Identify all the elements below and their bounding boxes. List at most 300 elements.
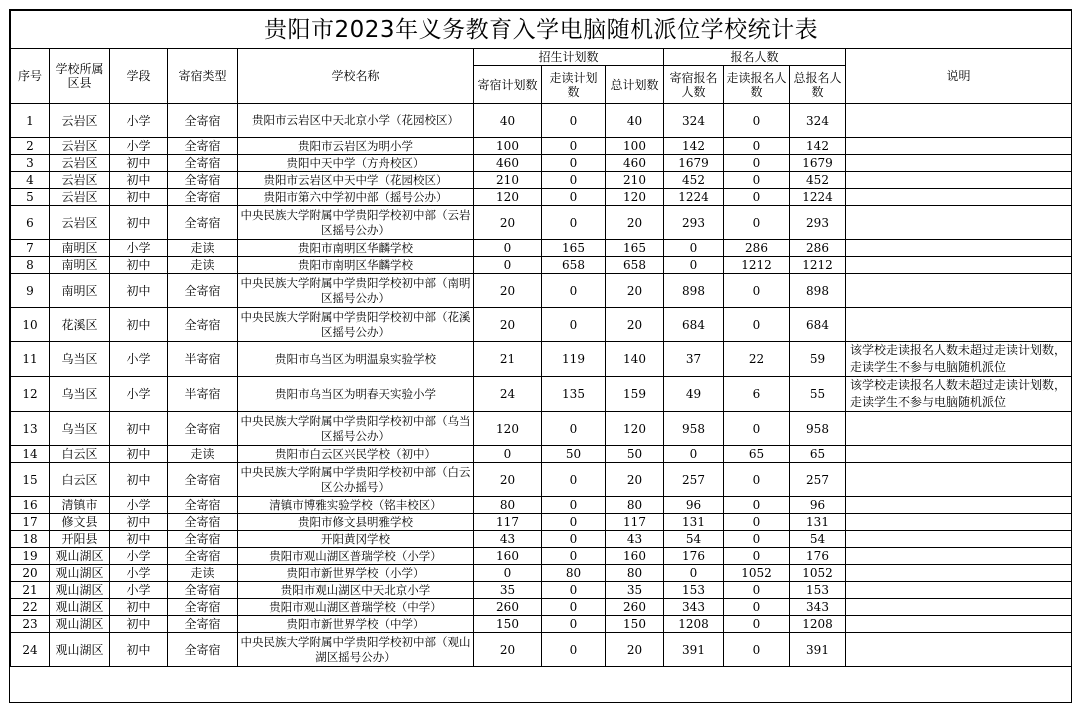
- cell-stage: 初中: [110, 274, 168, 308]
- cell-district: 观山湖区: [50, 565, 110, 582]
- cell-plan-day: 0: [542, 616, 606, 633]
- cell-district: 白云区: [50, 446, 110, 463]
- cell-apply-total: 684: [790, 308, 846, 342]
- cell-note: [846, 257, 1072, 274]
- cell-apply-board: 176: [664, 548, 724, 565]
- cell-seq: 6: [11, 206, 50, 240]
- cell-apply-day: 1052: [724, 565, 790, 582]
- cell-apply-board: 1679: [664, 155, 724, 172]
- table-row: [11, 599, 1072, 616]
- cell-apply-day: 286: [724, 240, 790, 257]
- table-row: [11, 342, 1072, 377]
- cell-plan-day: 658: [542, 257, 606, 274]
- cell-apply-board: 153: [664, 582, 724, 599]
- cell-district: 乌当区: [50, 377, 110, 412]
- cell-seq: 8: [11, 257, 50, 274]
- cell-apply-day: 0: [724, 274, 790, 308]
- cell-boarding: 全寄宿: [168, 616, 238, 633]
- cell-district: 清镇市: [50, 497, 110, 514]
- cell-plan-day: 135: [542, 377, 606, 412]
- cell-apply-board: 49: [664, 377, 724, 412]
- cell-plan-board: 20: [474, 274, 542, 308]
- table-row: [11, 548, 1072, 565]
- table-row: [11, 531, 1072, 548]
- cell-plan-total: 40: [606, 104, 664, 138]
- cell-plan-board: 40: [474, 104, 542, 138]
- cell-boarding: 全寄宿: [168, 104, 238, 138]
- cell-apply-board: 0: [664, 257, 724, 274]
- header-plan-day: 走读计划数: [542, 66, 606, 104]
- header-apply-day: 走读报名人数: [724, 66, 790, 104]
- cell-boarding: 全寄宿: [168, 497, 238, 514]
- cell-plan-total: 150: [606, 616, 664, 633]
- cell-stage: 小学: [110, 342, 168, 377]
- cell-plan-total: 20: [606, 274, 664, 308]
- cell-note: [846, 189, 1072, 206]
- cell-plan-total: 80: [606, 497, 664, 514]
- table-row: [11, 497, 1072, 514]
- cell-apply-day: 0: [724, 308, 790, 342]
- cell-stage: 小学: [110, 548, 168, 565]
- cell-plan-total: 120: [606, 412, 664, 446]
- cell-apply-day: 0: [724, 172, 790, 189]
- cell-boarding: 走读: [168, 240, 238, 257]
- cell-apply-total: 131: [790, 514, 846, 531]
- cell-stage: 初中: [110, 599, 168, 616]
- cell-plan-total: 50: [606, 446, 664, 463]
- cell-seq: 19: [11, 548, 50, 565]
- cell-district: 观山湖区: [50, 633, 110, 667]
- cell-plan-total: 20: [606, 633, 664, 667]
- cell-district: 云岩区: [50, 189, 110, 206]
- cell-stage: 小学: [110, 497, 168, 514]
- cell-apply-board: 54: [664, 531, 724, 548]
- cell-note: 该学校走读报名人数未超过走读计划数，走读学生不参与电脑随机派位: [846, 377, 1072, 412]
- cell-boarding: 全寄宿: [168, 531, 238, 548]
- cell-school-name: 中央民族大学附属中学贵阳学校初中部（乌当区摇号公办）: [238, 412, 474, 446]
- cell-stage: 初中: [110, 514, 168, 531]
- cell-plan-board: 43: [474, 531, 542, 548]
- page-title: 贵阳市2023年义务教育入学电脑随机派位学校统计表: [11, 11, 1072, 49]
- cell-plan-day: 0: [542, 463, 606, 497]
- table-row: [11, 206, 1072, 240]
- cell-stage: 初中: [110, 172, 168, 189]
- cell-plan-day: 80: [542, 565, 606, 582]
- cell-note: [846, 274, 1072, 308]
- cell-school-name: 中央民族大学附属中学贵阳学校初中部（观山湖区摇号公办）: [238, 633, 474, 667]
- cell-plan-total: 35: [606, 582, 664, 599]
- cell-school-name: 贵阳市云岩区为明小学: [238, 138, 474, 155]
- cell-apply-board: 324: [664, 104, 724, 138]
- cell-apply-total: 142: [790, 138, 846, 155]
- cell-note: [846, 240, 1072, 257]
- cell-apply-day: 0: [724, 497, 790, 514]
- cell-stage: 初中: [110, 155, 168, 172]
- cell-plan-day: 50: [542, 446, 606, 463]
- cell-plan-day: 0: [542, 412, 606, 446]
- cell-school-name: 贵阳市乌当区为明春天实验小学: [238, 377, 474, 412]
- cell-plan-day: 0: [542, 497, 606, 514]
- cell-stage: 小学: [110, 565, 168, 582]
- cell-apply-board: 1208: [664, 616, 724, 633]
- cell-plan-board: 80: [474, 497, 542, 514]
- cell-plan-day: 0: [542, 104, 606, 138]
- cell-boarding: 全寄宿: [168, 463, 238, 497]
- header-seq: 序号: [11, 49, 50, 104]
- cell-plan-board: 21: [474, 342, 542, 377]
- cell-district: 云岩区: [50, 172, 110, 189]
- cell-apply-day: 0: [724, 138, 790, 155]
- cell-apply-day: 0: [724, 463, 790, 497]
- table-row: [11, 172, 1072, 189]
- cell-seq: 4: [11, 172, 50, 189]
- table-row: [11, 446, 1072, 463]
- cell-plan-board: 120: [474, 189, 542, 206]
- cell-apply-total: 153: [790, 582, 846, 599]
- cell-district: 开阳县: [50, 531, 110, 548]
- cell-stage: 初中: [110, 531, 168, 548]
- cell-seq: 18: [11, 531, 50, 548]
- table-row: [11, 633, 1072, 667]
- cell-plan-day: 0: [542, 582, 606, 599]
- cell-plan-total: 80: [606, 565, 664, 582]
- cell-stage: 小学: [110, 240, 168, 257]
- cell-apply-board: 958: [664, 412, 724, 446]
- cell-stage: 初中: [110, 206, 168, 240]
- cell-plan-total: 20: [606, 463, 664, 497]
- cell-note: [846, 565, 1072, 582]
- cell-apply-total: 59: [790, 342, 846, 377]
- cell-plan-board: 35: [474, 582, 542, 599]
- cell-stage: 初中: [110, 633, 168, 667]
- cell-boarding: 全寄宿: [168, 172, 238, 189]
- header-apply-board: 寄宿报名人数: [664, 66, 724, 104]
- cell-boarding: 全寄宿: [168, 412, 238, 446]
- cell-apply-total: 958: [790, 412, 846, 446]
- cell-plan-total: 658: [606, 257, 664, 274]
- cell-apply-total: 1052: [790, 565, 846, 582]
- cell-plan-day: 165: [542, 240, 606, 257]
- cell-district: 南明区: [50, 240, 110, 257]
- cell-seq: 22: [11, 599, 50, 616]
- cell-apply-total: 898: [790, 274, 846, 308]
- cell-stage: 小学: [110, 582, 168, 599]
- cell-plan-board: 0: [474, 240, 542, 257]
- header-plan-group: 招生计划数: [474, 49, 664, 66]
- cell-district: 云岩区: [50, 155, 110, 172]
- cell-apply-day: 65: [724, 446, 790, 463]
- cell-school-name: 贵阳市修文县明雅学校: [238, 514, 474, 531]
- cell-boarding: 全寄宿: [168, 633, 238, 667]
- cell-plan-day: 0: [542, 189, 606, 206]
- cell-boarding: 全寄宿: [168, 308, 238, 342]
- cell-district: 观山湖区: [50, 582, 110, 599]
- table-body: [11, 104, 1072, 667]
- table-row: [11, 514, 1072, 531]
- cell-district: 白云区: [50, 463, 110, 497]
- school-lottery-table: [10, 10, 1072, 667]
- cell-boarding: 走读: [168, 446, 238, 463]
- cell-apply-day: 0: [724, 514, 790, 531]
- cell-plan-day: 0: [542, 274, 606, 308]
- cell-apply-day: 0: [724, 155, 790, 172]
- cell-plan-board: 100: [474, 138, 542, 155]
- cell-district: 云岩区: [50, 138, 110, 155]
- cell-school-name: 贵阳市云岩区中天中学（花园校区）: [238, 172, 474, 189]
- cell-boarding: 全寄宿: [168, 548, 238, 565]
- cell-plan-day: 0: [542, 548, 606, 565]
- cell-plan-board: 150: [474, 616, 542, 633]
- cell-boarding: 全寄宿: [168, 274, 238, 308]
- cell-seq: 16: [11, 497, 50, 514]
- cell-plan-total: 120: [606, 189, 664, 206]
- cell-stage: 小学: [110, 377, 168, 412]
- cell-stage: 初中: [110, 412, 168, 446]
- cell-apply-total: 257: [790, 463, 846, 497]
- cell-apply-total: 343: [790, 599, 846, 616]
- table-row: [11, 189, 1072, 206]
- cell-note: [846, 633, 1072, 667]
- cell-school-name: 贵阳市第六中学初中部（摇号公办）: [238, 189, 474, 206]
- cell-apply-total: 96: [790, 497, 846, 514]
- cell-note: [846, 138, 1072, 155]
- cell-school-name: 贵阳市观山湖区中天北京小学: [238, 582, 474, 599]
- cell-apply-total: 1212: [790, 257, 846, 274]
- cell-stage: 初中: [110, 446, 168, 463]
- cell-school-name: 贵阳市白云区兴民学校（初中）: [238, 446, 474, 463]
- cell-apply-board: 0: [664, 240, 724, 257]
- cell-plan-board: 20: [474, 308, 542, 342]
- table-row: [11, 308, 1072, 342]
- cell-plan-board: 24: [474, 377, 542, 412]
- cell-plan-board: 0: [474, 446, 542, 463]
- cell-apply-day: 0: [724, 189, 790, 206]
- cell-district: 修文县: [50, 514, 110, 531]
- cell-stage: 初中: [110, 257, 168, 274]
- cell-plan-board: 20: [474, 206, 542, 240]
- cell-apply-total: 452: [790, 172, 846, 189]
- cell-apply-board: 142: [664, 138, 724, 155]
- cell-apply-day: 0: [724, 548, 790, 565]
- table-row: [11, 412, 1072, 446]
- header-plan-board: 寄宿计划数: [474, 66, 542, 104]
- cell-apply-day: 6: [724, 377, 790, 412]
- table-row: [11, 138, 1072, 155]
- cell-note: [846, 412, 1072, 446]
- header-apply-group: 报名人数: [664, 49, 846, 66]
- table-row: [11, 104, 1072, 138]
- cell-stage: 初中: [110, 189, 168, 206]
- cell-plan-total: 165: [606, 240, 664, 257]
- cell-boarding: 走读: [168, 565, 238, 582]
- cell-plan-day: 0: [542, 633, 606, 667]
- cell-apply-total: 324: [790, 104, 846, 138]
- cell-seq: 2: [11, 138, 50, 155]
- cell-district: 云岩区: [50, 206, 110, 240]
- cell-district: 乌当区: [50, 342, 110, 377]
- header-apply-total: 总报名人数: [790, 66, 846, 104]
- cell-school-name: 贵阳市乌当区为明温泉实验学校: [238, 342, 474, 377]
- cell-stage: 初中: [110, 616, 168, 633]
- cell-plan-day: 0: [542, 138, 606, 155]
- cell-seq: 1: [11, 104, 50, 138]
- cell-boarding: 半寄宿: [168, 377, 238, 412]
- cell-apply-day: 0: [724, 633, 790, 667]
- cell-apply-board: 0: [664, 446, 724, 463]
- cell-plan-total: 100: [606, 138, 664, 155]
- cell-apply-board: 131: [664, 514, 724, 531]
- header-plan-total: 总计划数: [606, 66, 664, 104]
- statistics-sheet: [9, 9, 1072, 703]
- cell-apply-total: 176: [790, 548, 846, 565]
- table-row: [11, 463, 1072, 497]
- cell-school-name: 贵阳市新世界学校（中学）: [238, 616, 474, 633]
- cell-apply-board: 343: [664, 599, 724, 616]
- cell-stage: 初中: [110, 308, 168, 342]
- cell-note: [846, 308, 1072, 342]
- table-row: [11, 377, 1072, 412]
- cell-plan-day: 0: [542, 514, 606, 531]
- cell-plan-day: 0: [542, 155, 606, 172]
- cell-school-name: 清镇市博雅实验学校（铭丰校区）: [238, 497, 474, 514]
- cell-apply-day: 0: [724, 599, 790, 616]
- cell-plan-total: 140: [606, 342, 664, 377]
- cell-seq: 21: [11, 582, 50, 599]
- cell-district: 观山湖区: [50, 599, 110, 616]
- cell-school-name: 贵阳中天中学（方舟校区）: [238, 155, 474, 172]
- table-row: [11, 565, 1072, 582]
- cell-note: [846, 172, 1072, 189]
- table-row: [11, 274, 1072, 308]
- table-row: [11, 616, 1072, 633]
- header-stage: 学段: [110, 49, 168, 104]
- cell-apply-board: 1224: [664, 189, 724, 206]
- cell-apply-board: 391: [664, 633, 724, 667]
- cell-apply-total: 65: [790, 446, 846, 463]
- cell-plan-board: 210: [474, 172, 542, 189]
- cell-apply-total: 391: [790, 633, 846, 667]
- cell-district: 南明区: [50, 274, 110, 308]
- cell-boarding: 全寄宿: [168, 206, 238, 240]
- cell-district: 观山湖区: [50, 616, 110, 633]
- cell-school-name: 贵阳市云岩区中天北京小学（花园校区）: [238, 104, 474, 138]
- cell-note: [846, 599, 1072, 616]
- cell-seq: 13: [11, 412, 50, 446]
- cell-apply-total: 286: [790, 240, 846, 257]
- cell-apply-day: 0: [724, 531, 790, 548]
- cell-plan-board: 160: [474, 548, 542, 565]
- cell-plan-day: 0: [542, 599, 606, 616]
- cell-plan-total: 20: [606, 308, 664, 342]
- header-note: 说明: [846, 49, 1072, 104]
- cell-plan-total: 159: [606, 377, 664, 412]
- cell-apply-board: 898: [664, 274, 724, 308]
- cell-plan-day: 0: [542, 172, 606, 189]
- cell-school-name: 贵阳市南明区华麟学校: [238, 257, 474, 274]
- cell-apply-day: 0: [724, 616, 790, 633]
- cell-school-name: 中央民族大学附属中学贵阳学校初中部（南明区摇号公办）: [238, 274, 474, 308]
- cell-plan-total: 117: [606, 514, 664, 531]
- cell-apply-board: 257: [664, 463, 724, 497]
- cell-boarding: 全寄宿: [168, 582, 238, 599]
- header-boarding: 寄宿类型: [168, 49, 238, 104]
- cell-boarding: 全寄宿: [168, 514, 238, 531]
- cell-note: [846, 446, 1072, 463]
- cell-apply-day: 0: [724, 104, 790, 138]
- cell-note: [846, 582, 1072, 599]
- cell-plan-board: 0: [474, 565, 542, 582]
- cell-district: 南明区: [50, 257, 110, 274]
- cell-plan-total: 20: [606, 206, 664, 240]
- cell-district: 云岩区: [50, 104, 110, 138]
- cell-apply-day: 0: [724, 412, 790, 446]
- cell-seq: 3: [11, 155, 50, 172]
- cell-boarding: 全寄宿: [168, 138, 238, 155]
- cell-seq: 5: [11, 189, 50, 206]
- cell-note: 该学校走读报名人数未超过走读计划数，走读学生不参与电脑随机派位: [846, 342, 1072, 377]
- table-row: [11, 155, 1072, 172]
- cell-plan-total: 460: [606, 155, 664, 172]
- cell-school-name: 中央民族大学附属中学贵阳学校初中部（云岩区摇号公办）: [238, 206, 474, 240]
- cell-school-name: 开阳黄冈学校: [238, 531, 474, 548]
- cell-seq: 23: [11, 616, 50, 633]
- cell-stage: 小学: [110, 104, 168, 138]
- cell-boarding: 半寄宿: [168, 342, 238, 377]
- cell-school-name: 贵阳市南明区华麟学校: [238, 240, 474, 257]
- cell-plan-day: 0: [542, 206, 606, 240]
- cell-plan-total: 260: [606, 599, 664, 616]
- cell-apply-day: 0: [724, 206, 790, 240]
- cell-apply-board: 37: [664, 342, 724, 377]
- table-row: [11, 582, 1072, 599]
- cell-seq: 15: [11, 463, 50, 497]
- cell-seq: 9: [11, 274, 50, 308]
- cell-note: [846, 497, 1072, 514]
- cell-apply-total: 54: [790, 531, 846, 548]
- table-row: [11, 257, 1072, 274]
- cell-school-name: 中央民族大学附属中学贵阳学校初中部（花溪区摇号公办）: [238, 308, 474, 342]
- cell-apply-day: 0: [724, 582, 790, 599]
- cell-plan-day: 119: [542, 342, 606, 377]
- cell-seq: 7: [11, 240, 50, 257]
- table-row: [11, 240, 1072, 257]
- cell-school-name: 贵阳市观山湖区普瑞学校（中学）: [238, 599, 474, 616]
- cell-apply-board: 293: [664, 206, 724, 240]
- header-school: 学校名称: [238, 49, 474, 104]
- cell-plan-day: 0: [542, 531, 606, 548]
- cell-school-name: 贵阳市观山湖区普瑞学校（小学）: [238, 548, 474, 565]
- cell-seq: 14: [11, 446, 50, 463]
- cell-stage: 初中: [110, 463, 168, 497]
- cell-note: [846, 531, 1072, 548]
- cell-plan-board: 120: [474, 412, 542, 446]
- cell-note: [846, 104, 1072, 138]
- cell-plan-board: 460: [474, 155, 542, 172]
- cell-plan-board: 117: [474, 514, 542, 531]
- cell-apply-board: 684: [664, 308, 724, 342]
- cell-note: [846, 155, 1072, 172]
- cell-apply-board: 96: [664, 497, 724, 514]
- cell-seq: 11: [11, 342, 50, 377]
- cell-seq: 24: [11, 633, 50, 667]
- cell-note: [846, 548, 1072, 565]
- cell-plan-board: 0: [474, 257, 542, 274]
- cell-apply-board: 0: [664, 565, 724, 582]
- cell-stage: 小学: [110, 138, 168, 155]
- cell-apply-board: 452: [664, 172, 724, 189]
- cell-district: 观山湖区: [50, 548, 110, 565]
- cell-boarding: 走读: [168, 257, 238, 274]
